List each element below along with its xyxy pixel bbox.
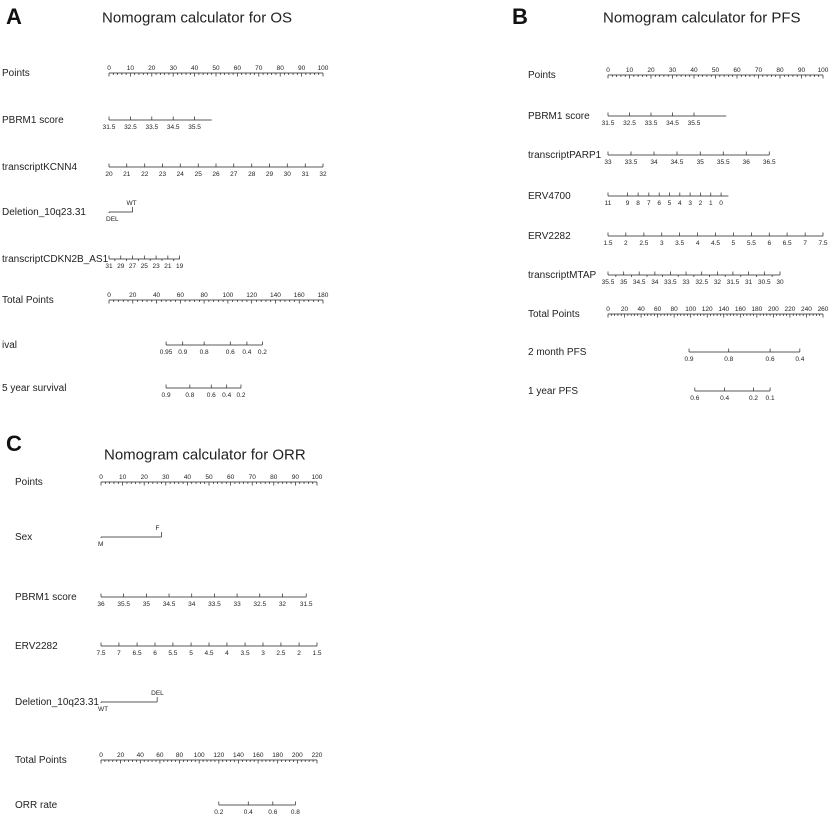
tick-label: 180 [751, 306, 763, 313]
row-label: Total Points [528, 309, 580, 320]
panel-title: Nomogram calculator for ORR [104, 446, 306, 464]
row-label: ORR rate [15, 800, 58, 811]
tick-label: 200 [767, 306, 779, 313]
row-label: ERV2282 [15, 641, 58, 652]
tick-label: 27 [230, 171, 238, 178]
tick-label: 90 [797, 67, 806, 74]
tick-label: 31.5 [299, 601, 313, 608]
tick-label: 31 [744, 279, 753, 286]
tick-label: 3 [659, 240, 664, 247]
panel-letter: B [512, 4, 528, 29]
tick-label: 80 [270, 474, 278, 481]
tick-label: 160 [293, 292, 305, 299]
tick-label: 36 [742, 159, 750, 166]
tick-label: 32.5 [695, 279, 709, 286]
row-label: PBRM1 score [2, 115, 64, 126]
tick-label: 0.8 [290, 809, 300, 816]
nomogram-row [528, 67, 829, 81]
nomogram-row [2, 340, 267, 356]
tick-label: 0.4 [720, 395, 730, 402]
tick-label: 33.5 [644, 120, 658, 127]
tick-label: 35.5 [687, 120, 701, 127]
tick-label: 80 [200, 292, 208, 299]
tick-label: 100 [193, 752, 205, 759]
tick-label: 35 [620, 279, 628, 286]
tick-label: 180 [272, 752, 284, 759]
tick-label: 20 [620, 306, 629, 313]
tick-label: 120 [701, 306, 713, 313]
tick-label: 6.5 [782, 240, 792, 247]
tick-label: 29 [117, 263, 125, 270]
tick-label: 0.95 [159, 349, 173, 356]
panel-B [512, 4, 829, 402]
tick-label: 21 [164, 263, 172, 270]
panel-A [2, 4, 329, 399]
tick-label: 32.5 [623, 120, 636, 127]
tick-label: 50 [205, 474, 213, 481]
tick-label: 34 [651, 279, 659, 286]
tick-label: 40 [190, 65, 199, 72]
tick-label: 2 [624, 240, 628, 247]
tick-label: 0.6 [765, 356, 775, 363]
tick-label: 30 [162, 474, 170, 481]
tick-label: 80 [276, 65, 284, 72]
tick-label: 80 [776, 67, 784, 74]
tick-label: 20 [117, 752, 125, 759]
tick-label: 33 [233, 601, 241, 608]
tick-label: 100 [817, 67, 829, 74]
tick-label: 32.5 [253, 601, 267, 608]
nomogram-row [15, 690, 164, 713]
tick-label: 0.6 [268, 809, 278, 816]
tick-label: 6 [153, 650, 157, 657]
tick-label: 36 [97, 601, 105, 608]
nomogram-row [2, 200, 137, 223]
tick-label: 70 [754, 67, 763, 74]
tick-label: 220 [311, 752, 323, 759]
row-label: transcriptPARP1 [528, 150, 602, 161]
tick-label: 5 [189, 650, 193, 657]
nomogram-row [528, 150, 776, 166]
tick-label: F [155, 525, 160, 532]
row-label: transcriptKCNN4 [2, 162, 78, 173]
tick-label: 0.2 [214, 809, 224, 816]
tick-label: 60 [733, 67, 741, 74]
tick-label: 20 [148, 65, 156, 72]
row-label: Total Points [15, 755, 67, 766]
tick-label: 4.5 [710, 240, 721, 247]
tick-label: 25 [194, 171, 202, 178]
tick-label: 32 [713, 279, 722, 286]
tick-label: 20 [105, 171, 113, 178]
tick-label: 26 [212, 171, 220, 178]
tick-label: 0.9 [161, 392, 171, 399]
tick-label: 4 [695, 240, 700, 247]
tick-label: 40 [637, 306, 645, 313]
tick-label: 0.9 [178, 349, 188, 356]
tick-label: 100 [311, 474, 323, 481]
tick-label: 0.4 [243, 809, 253, 816]
tick-label: 7 [647, 200, 651, 207]
nomogram-row [15, 752, 323, 766]
tick-label: 32.5 [124, 124, 137, 131]
tick-label: 33 [682, 279, 690, 286]
tick-label: 120 [213, 752, 225, 759]
tick-label: 0 [606, 67, 610, 74]
tick-label: 3.5 [240, 650, 250, 657]
row-label: Points [528, 70, 556, 81]
tick-label: 6 [767, 240, 772, 247]
tick-label: 1.5 [312, 650, 322, 657]
tick-label: 70 [248, 474, 256, 481]
tick-label: 30 [169, 65, 177, 72]
tick-label: 19 [176, 263, 184, 270]
nomogram-row [15, 641, 322, 657]
nomogram-row [2, 115, 212, 131]
row-label: Total Points [2, 295, 54, 306]
tick-label: 31.5 [102, 124, 116, 131]
tick-label: 5 [667, 200, 672, 207]
tick-label: 0 [719, 200, 723, 207]
tick-label: 0.4 [795, 356, 805, 363]
tick-label: 2 [297, 650, 301, 657]
row-label: transcriptMTAP [528, 270, 597, 281]
tick-label: 7.5 [96, 650, 106, 657]
panel-title: Nomogram calculator for OS [102, 9, 293, 27]
panel-title: Nomogram calculator for PFS [603, 9, 801, 27]
tick-label: 35.5 [601, 279, 615, 286]
tick-label: 80 [175, 752, 184, 759]
tick-label: M [98, 541, 104, 548]
tick-label: 260 [817, 306, 829, 313]
tick-label: 25 [140, 263, 148, 270]
tick-label: 0.4 [242, 349, 252, 356]
tick-label: 160 [734, 306, 746, 313]
row-label: 1 year PFS [528, 386, 579, 397]
tick-label: 4 [225, 650, 229, 657]
tick-label: WT [98, 706, 109, 713]
tick-label: 40 [152, 292, 161, 299]
tick-label: 100 [317, 65, 329, 72]
panel-letter: A [6, 4, 22, 29]
tick-label: DEL [106, 216, 119, 223]
tick-label: 3.5 [675, 240, 685, 247]
tick-label: 4 [677, 200, 682, 207]
tick-label: 9 [625, 200, 630, 207]
tick-label: 30 [776, 279, 784, 286]
nomogram-row [15, 525, 161, 548]
tick-label: 0.8 [724, 356, 734, 363]
tick-label: 60 [156, 752, 164, 759]
tick-label: 30.5 [757, 279, 771, 286]
tick-label: 21 [123, 171, 131, 178]
nomogram-row [15, 592, 313, 608]
tick-label: 140 [233, 752, 244, 759]
nomogram-row [2, 65, 329, 79]
tick-label: 0.6 [690, 395, 700, 402]
tick-label: 30 [283, 171, 291, 178]
tick-label: 32 [278, 601, 287, 608]
tick-label: 0.1 [765, 395, 775, 402]
tick-label: 35 [142, 601, 150, 608]
tick-label: 5 [731, 240, 736, 247]
tick-label: 0.2 [257, 349, 267, 356]
nomogram-row [15, 800, 300, 816]
row-label: ival [2, 340, 18, 351]
tick-label: 34 [650, 159, 658, 166]
row-label: ERV2282 [528, 231, 571, 242]
row-label: PBRM1 score [15, 592, 77, 603]
tick-label: WT [126, 200, 137, 207]
tick-label: 20 [647, 67, 655, 74]
tick-label: 50 [212, 65, 220, 72]
tick-label: 28 [248, 171, 256, 178]
tick-label: 240 [801, 306, 812, 313]
row-label: Sex [15, 532, 33, 543]
nomogram-row [528, 231, 828, 247]
tick-label: 0.6 [225, 349, 235, 356]
tick-label: 1.5 [603, 240, 613, 247]
tick-label: 35.5 [117, 601, 131, 608]
tick-label: 5.5 [746, 240, 756, 247]
tick-label: 20 [140, 474, 148, 481]
tick-label: 36.5 [762, 159, 776, 166]
tick-label: 7 [803, 240, 807, 247]
tick-label: 35 [696, 159, 704, 166]
tick-label: 90 [291, 474, 300, 481]
tick-label: 0 [107, 292, 111, 299]
tick-label: 8 [636, 200, 640, 207]
tick-label: 11 [604, 200, 612, 207]
tick-label: 70 [255, 65, 263, 72]
tick-label: 34.5 [162, 601, 176, 608]
row-label: Deletion_10q23.31 [15, 697, 99, 708]
row-label: 2 month PFS [528, 347, 587, 358]
row-label: transcriptCDKN2B_AS1 [2, 254, 109, 265]
row-label: Points [2, 68, 30, 79]
tick-label: 3 [688, 200, 692, 207]
tick-label: 33.5 [664, 279, 677, 286]
row-label: Points [15, 477, 43, 488]
tick-label: 6.5 [132, 650, 142, 657]
tick-label: 40 [136, 752, 144, 759]
nomogram-row [528, 386, 775, 402]
tick-label: 34.5 [666, 120, 679, 127]
tick-label: 0.8 [199, 349, 209, 356]
tick-label: 80 [670, 306, 678, 313]
tick-label: 120 [246, 292, 258, 299]
nomogram-row [528, 191, 728, 207]
tick-label: 40 [183, 474, 192, 481]
row-label: 5 year survival [2, 383, 67, 394]
nomogram-row [15, 474, 323, 488]
tick-label: 31 [301, 171, 309, 178]
tick-label: 22 [141, 171, 149, 178]
tick-label: 100 [222, 292, 234, 299]
tick-label: 2.5 [639, 240, 649, 247]
tick-label: 35.5 [716, 159, 730, 166]
tick-label: 160 [252, 752, 264, 759]
tick-label: 34.5 [670, 159, 684, 166]
tick-label: 0.6 [206, 392, 216, 399]
tick-label: 40 [690, 67, 698, 74]
tick-label: 0.2 [749, 395, 759, 402]
tick-label: 24 [176, 171, 184, 178]
nomogram-row [528, 111, 726, 127]
tick-label: 7.5 [818, 240, 828, 247]
tick-label: 140 [270, 292, 281, 299]
tick-label: 2 [698, 200, 703, 207]
row-label: ERV4700 [528, 191, 571, 202]
row-label: Deletion_10q23.31 [2, 207, 86, 218]
panel-C [6, 431, 323, 816]
tick-label: 60 [226, 474, 235, 481]
nomogram-row [2, 162, 327, 178]
nomogram-row [528, 270, 784, 286]
tick-label: 34.5 [166, 124, 180, 131]
tick-label: 27 [128, 263, 137, 270]
tick-label: 0.2 [236, 392, 246, 399]
tick-label: 220 [784, 306, 796, 313]
tick-label: 60 [176, 292, 184, 299]
nomogram-row [2, 254, 184, 270]
tick-label: 34 [188, 601, 196, 608]
tick-label: 10 [118, 474, 127, 481]
tick-label: 0.8 [185, 392, 195, 399]
tick-label: 31 [105, 263, 113, 270]
tick-label: 50 [711, 67, 720, 74]
tick-label: 60 [653, 306, 662, 313]
tick-label: 23 [152, 263, 160, 270]
tick-label: 33.5 [145, 124, 159, 131]
tick-label: 0.9 [684, 356, 694, 363]
tick-label: 0.4 [222, 392, 232, 399]
nomogram-row [2, 383, 246, 399]
tick-label: 0 [107, 65, 111, 72]
tick-label: 90 [297, 65, 306, 72]
nomogram-row [2, 292, 329, 306]
tick-label: 29 [265, 171, 274, 178]
row-label: PBRM1 score [528, 111, 590, 122]
nomogram-row [528, 306, 829, 320]
tick-label: 3 [261, 650, 265, 657]
tick-label: 31.5 [726, 279, 740, 286]
nomogram-row [528, 347, 805, 363]
tick-label: 0 [606, 306, 610, 313]
panel-letter: C [6, 431, 22, 456]
tick-label: 31.5 [601, 120, 615, 127]
tick-label: 33 [604, 159, 612, 166]
tick-label: 100 [685, 306, 697, 313]
tick-label: 33.5 [208, 601, 221, 608]
tick-label: 60 [233, 65, 242, 72]
tick-label: 180 [317, 292, 329, 299]
tick-label: 10 [126, 65, 135, 72]
tick-label: 4.5 [204, 650, 214, 657]
tick-label: 23 [158, 171, 167, 178]
tick-label: 35.5 [188, 124, 201, 131]
tick-label: 6 [657, 200, 661, 207]
tick-label: 0 [99, 474, 103, 481]
tick-label: 1 [708, 200, 713, 207]
tick-label: 200 [291, 752, 303, 759]
tick-label: 140 [718, 306, 730, 313]
tick-label: 30 [668, 67, 677, 74]
tick-label: 10 [625, 67, 634, 74]
tick-label: 7 [117, 650, 121, 657]
tick-label: 32 [319, 171, 327, 178]
tick-label: DEL [151, 690, 164, 697]
tick-label: 20 [129, 292, 137, 299]
tick-label: 0 [99, 752, 103, 759]
tick-label: 5.5 [168, 650, 178, 657]
tick-label: 34.5 [632, 279, 646, 286]
tick-label: 33.5 [624, 159, 638, 166]
tick-label: 2.5 [276, 650, 286, 657]
